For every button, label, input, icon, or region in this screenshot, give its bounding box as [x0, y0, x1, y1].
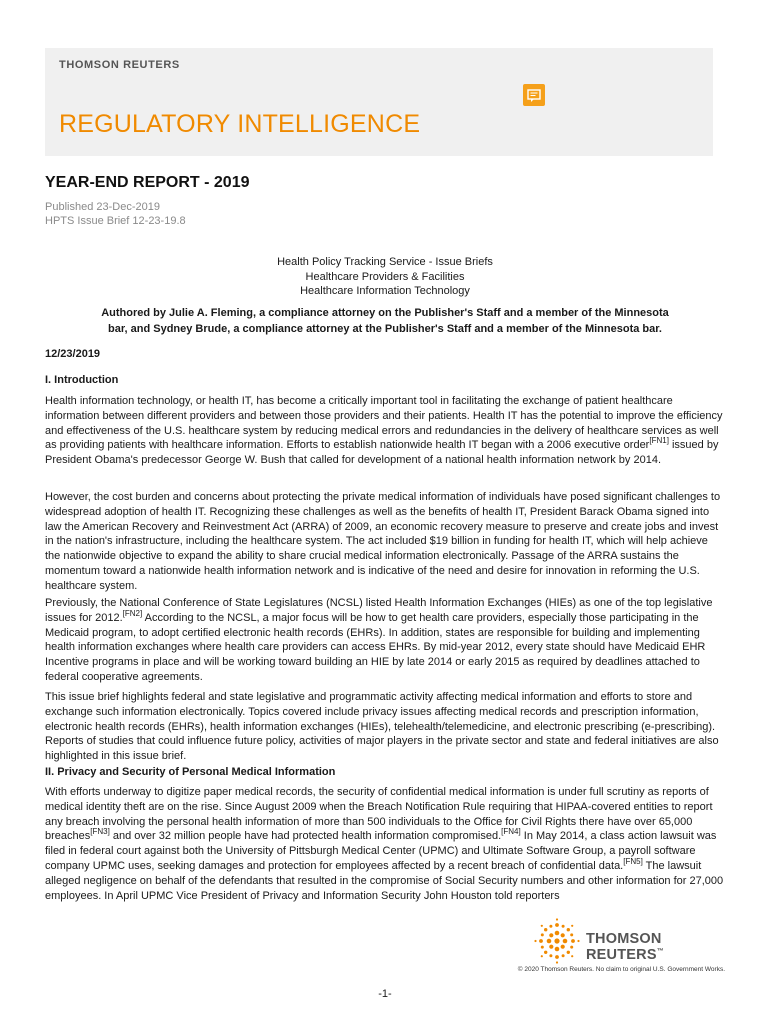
author-statement — [85, 305, 685, 337]
category-item: Healthcare Providers & Facilities — [305, 270, 465, 283]
footnote-link[interactable]: [FN5] — [623, 856, 643, 866]
paragraph: Health information technology, or health IT, has become a critically important tool in facilitating the exchange of patient healthcare information between different providers and between those providers and their patients. Health IT has the potential to improve the efficiency and effectiveness of the U.S. healthcare system by reducing medical errors and redundancies in the delivery of healthcare services as well as providing patients with healthcare information. Efforts to establish nationwide health IT began with a 2006 executive order[FN1] issued by President Obama's predecessor George W. Bush that called for development of a national health information network by 2014. — [45, 395, 723, 467]
category-item: Health Policy Tracking Service - Issue Briefs — [277, 256, 493, 268]
page-number: -1- — [378, 988, 392, 1000]
report-date: 12/23/2019 — [45, 348, 101, 360]
footnote-link[interactable]: [FN4] — [501, 827, 521, 837]
paragraph: Previously, the National Conference of State Legislatures (NCSL) listed Health Information Exchanges (HIEs) as one of the top legislative issues for 2012.[FN2] According to the NCSL, a major focus will be how to get health care providers, especially those participating in the Medicaid program, to adopt certified electronic health records (EHRs). In addition, states are responsible for building and implementing health information exchanges where health care providers can access EHRs. By mid-year 2012, every state should have Medicaid EHR Incentive programs in place and will be working toward building an HIE by late 2014 or early 2015 as required by deadlines attached to federal cooperative agreements. — [45, 597, 713, 683]
author-line: Authored by Julie A. Fleming, a compliance attorney on the Publisher's Staff and a member of the Minnesota — [101, 307, 669, 319]
paragraph: With efforts underway to digitize paper medical records, the security of confidential medical information is under full scrutiny as reports of medical identity theft are on the rise. Since August 2009 when the Breach Notification Rule requiring that HIPAA-covered entities to report any breach involving the personal health information of more than 500 individuals to the Office for Civil Rights there have over 65,000 breaches[FN3] and over 32 million people have had protected health information compromised.[FN4] In May 2014, a class action lawsuit was filed in federal court against both the University of Pittsburgh Medical Center (UPMC) and Ultimate Software Group, a payroll software company UPMC uses, seeking damages and protection for employees affected by a recent breach of confidential data.[FN5] The lawsuit alleged negligence on behalf of the defendants that resulted in the compromise of Social Security numbers and other information for 27,000 employees. In April UPMC Vice President of Privacy and Information Security John Houston told reporters — [45, 786, 724, 902]
logo-text: THOMSON REUTERS™ — [586, 931, 664, 963]
thomson-reuters-logo — [534, 918, 734, 964]
footnote-link[interactable]: [FN2] — [122, 608, 143, 618]
publisher-name: THOMSON REUTERS — [59, 59, 180, 71]
footnote-link[interactable]: [FN3] — [90, 827, 110, 837]
issue-number: HPTS Issue Brief 12-23-19.8 — [45, 215, 186, 227]
copyright-notice: © 2020 Thomson Reuters. No claim to original U.S. Government Works. — [517, 966, 725, 973]
section-heading-privacy: II. Privacy and Security of Personal Medical Information — [45, 766, 336, 778]
footnote-link[interactable]: [FN1] — [649, 436, 669, 446]
report-title: YEAR-END REPORT - 2019 — [45, 174, 250, 191]
header-banner — [45, 48, 713, 156]
product-title: REGULATORY INTELLIGENCE — [59, 110, 421, 138]
category-item: Healthcare Information Technology — [300, 285, 470, 297]
author-line: bar, and Sydney Brude, a compliance attorney at the Publisher's Staff and a member of the Minnesota bar. — [108, 323, 662, 335]
section-heading-introduction: I. Introduction — [45, 374, 119, 386]
paragraph: This issue brief highlights federal and state legislative and programmatic activity affecting medical information and efforts to store and exchange such information electronically. Topics covered include privacy issues affecting medical records and prescription information, electronic health records (EHRs), health information exchanges (HIEs), telehealth/telemedicine, and electronic prescribing (e-prescribing). Reports of studies that could influence future policy, activities of major players in the private sector and state and federal initiatives are also highlighted in this issue brief. — [45, 691, 719, 763]
category-list — [45, 255, 725, 299]
paragraph: However, the cost burden and concerns about protecting the private medical information of individuals have posed significant challenges to widespread adoption of health IT. Recognizing these challenges as well as the benefits of health IT, President Barack Obama signed into law the American Recovery and Reinvestment Act (ARRA) of 2009, an economic recovery measure to preserve and create jobs and invest in the nation's infrastructure, including the healthcare system. The act included $19 billion in funding for health IT, which will help achieve the nationwide objective to expand the ability to share crucial medical information electronically. Passage of the ARRA sustains the momentum toward a nationwide health information network and is indicative of the need and desire for innovation in reforming the U.S. healthcare system. — [45, 491, 721, 592]
comment-icon[interactable] — [523, 84, 545, 106]
published-date: Published 23-Dec-2019 — [45, 201, 160, 213]
logo-dots-icon — [534, 918, 580, 964]
